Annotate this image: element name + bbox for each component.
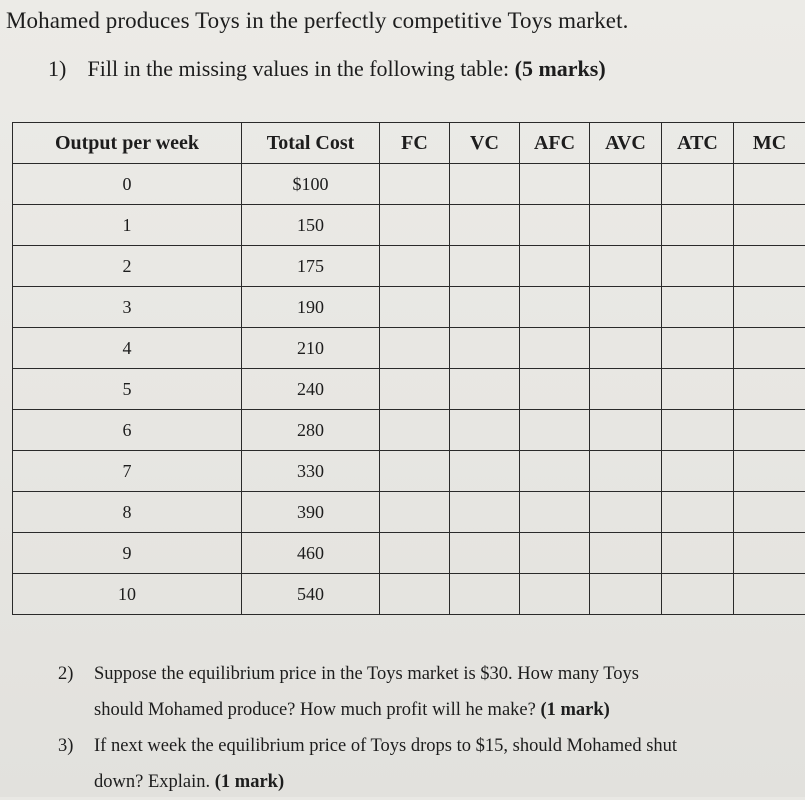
vc-blank-cell[interactable]: [450, 533, 520, 574]
total-cost-cell: 540: [242, 574, 380, 615]
question-1-text: Fill in the missing values in the following table:: [88, 56, 510, 81]
total-cost-cell: 390: [242, 492, 380, 533]
header-total-cost: Total Cost: [242, 123, 380, 164]
header-output-per-week: Output per week: [13, 123, 242, 164]
atc-blank-cell[interactable]: [662, 205, 734, 246]
total-cost-cell: $100: [242, 164, 380, 205]
question-3-line-1: [58, 728, 788, 764]
table-row: [13, 287, 805, 328]
output-cell: 8: [13, 492, 242, 533]
total-cost-cell: 460: [242, 533, 380, 574]
output-cell: 1: [13, 205, 242, 246]
question-2-text-line-2: should Mohamed produce? How much profit will he make?: [94, 700, 536, 720]
mc-blank-cell[interactable]: [734, 328, 805, 369]
mc-blank-cell[interactable]: [734, 574, 805, 615]
fc-blank-cell[interactable]: [380, 328, 450, 369]
afc-blank-cell[interactable]: [520, 205, 590, 246]
mc-blank-cell[interactable]: [734, 287, 805, 328]
fc-blank-cell[interactable]: [380, 164, 450, 205]
atc-blank-cell[interactable]: [662, 246, 734, 287]
avc-blank-cell[interactable]: [590, 574, 662, 615]
question-2-line-2: [58, 692, 788, 728]
vc-blank-cell[interactable]: [450, 574, 520, 615]
vc-blank-cell[interactable]: [450, 451, 520, 492]
total-cost-cell: 240: [242, 369, 380, 410]
atc-blank-cell[interactable]: [662, 533, 734, 574]
cost-table: [12, 122, 805, 615]
table-row: [13, 328, 805, 369]
fc-blank-cell[interactable]: [380, 369, 450, 410]
vc-blank-cell[interactable]: [450, 492, 520, 533]
question-2: [58, 656, 788, 728]
mc-blank-cell[interactable]: [734, 451, 805, 492]
header-fc: FC: [380, 123, 450, 164]
fc-blank-cell[interactable]: [380, 287, 450, 328]
output-cell: 2: [13, 246, 242, 287]
question-3-marks: (1 mark): [215, 772, 284, 792]
atc-blank-cell[interactable]: [662, 164, 734, 205]
atc-blank-cell[interactable]: [662, 574, 734, 615]
afc-blank-cell[interactable]: [520, 533, 590, 574]
avc-blank-cell[interactable]: [590, 328, 662, 369]
avc-blank-cell[interactable]: [590, 533, 662, 574]
table-row: [13, 369, 805, 410]
total-cost-cell: 150: [242, 205, 380, 246]
afc-blank-cell[interactable]: [520, 246, 590, 287]
header-vc: VC: [450, 123, 520, 164]
output-cell: 0: [13, 164, 242, 205]
vc-blank-cell[interactable]: [450, 287, 520, 328]
fc-blank-cell[interactable]: [380, 246, 450, 287]
atc-blank-cell[interactable]: [662, 328, 734, 369]
output-cell: 6: [13, 410, 242, 451]
vc-blank-cell[interactable]: [450, 328, 520, 369]
vc-blank-cell[interactable]: [450, 246, 520, 287]
header-avc: AVC: [590, 123, 662, 164]
total-cost-cell: 330: [242, 451, 380, 492]
table-row: [13, 492, 805, 533]
output-cell: 7: [13, 451, 242, 492]
question-3-text-line-1: If next week the equilibrium price of Toys drops to $15, should Mohamed shut: [94, 728, 677, 764]
header-mc: MC: [734, 123, 805, 164]
table-row: [13, 205, 805, 246]
afc-blank-cell[interactable]: [520, 451, 590, 492]
fc-blank-cell[interactable]: [380, 492, 450, 533]
question-1-number: 1): [48, 56, 82, 82]
question-1-marks: (5 marks): [515, 56, 606, 81]
question-3-line-2: [58, 764, 788, 800]
header-afc: AFC: [520, 123, 590, 164]
question-2-marks: (1 mark): [540, 700, 609, 720]
table-row: [13, 410, 805, 451]
table-row: [13, 451, 805, 492]
atc-blank-cell[interactable]: [662, 287, 734, 328]
header-atc: ATC: [662, 123, 734, 164]
output-cell: 9: [13, 533, 242, 574]
question-2-text-line-1: Suppose the equilibrium price in the Toys market is $30. How many Toys: [94, 656, 639, 692]
output-cell: 3: [13, 287, 242, 328]
question-3-text-line-2: down? Explain.: [94, 772, 210, 792]
avc-blank-cell[interactable]: [590, 287, 662, 328]
total-cost-cell: 190: [242, 287, 380, 328]
mc-blank-cell[interactable]: [734, 164, 805, 205]
output-cell: 5: [13, 369, 242, 410]
avc-blank-cell[interactable]: [590, 369, 662, 410]
avc-blank-cell[interactable]: [590, 492, 662, 533]
table-header-row: [13, 123, 805, 164]
afc-blank-cell[interactable]: [520, 328, 590, 369]
question-3: [58, 728, 788, 800]
mc-blank-cell[interactable]: [734, 205, 805, 246]
afc-blank-cell[interactable]: [520, 164, 590, 205]
mc-blank-cell[interactable]: [734, 533, 805, 574]
mc-blank-cell[interactable]: [734, 369, 805, 410]
afc-blank-cell[interactable]: [520, 492, 590, 533]
atc-blank-cell[interactable]: [662, 369, 734, 410]
output-cell: 4: [13, 328, 242, 369]
afc-blank-cell[interactable]: [520, 410, 590, 451]
afc-blank-cell[interactable]: [520, 369, 590, 410]
vc-blank-cell[interactable]: [450, 410, 520, 451]
avc-blank-cell[interactable]: [590, 164, 662, 205]
total-cost-cell: 280: [242, 410, 380, 451]
vc-blank-cell[interactable]: [450, 205, 520, 246]
avc-blank-cell[interactable]: [590, 451, 662, 492]
table-row: [13, 164, 805, 205]
atc-blank-cell[interactable]: [662, 451, 734, 492]
vc-blank-cell[interactable]: [450, 369, 520, 410]
total-cost-cell: 210: [242, 328, 380, 369]
table-row: [13, 533, 805, 574]
fc-blank-cell[interactable]: [380, 451, 450, 492]
table-row: [13, 574, 805, 615]
fc-blank-cell[interactable]: [380, 574, 450, 615]
fc-blank-cell[interactable]: [380, 410, 450, 451]
question-3-number: 3): [58, 728, 94, 764]
output-cell: 10: [13, 574, 242, 615]
avc-blank-cell[interactable]: [590, 246, 662, 287]
mc-blank-cell[interactable]: [734, 492, 805, 533]
afc-blank-cell[interactable]: [520, 287, 590, 328]
total-cost-cell: 175: [242, 246, 380, 287]
atc-blank-cell[interactable]: [662, 410, 734, 451]
atc-blank-cell[interactable]: [662, 492, 734, 533]
mc-blank-cell[interactable]: [734, 410, 805, 451]
table-body: [13, 164, 805, 615]
afc-blank-cell[interactable]: [520, 574, 590, 615]
question-1: [48, 56, 606, 82]
avc-blank-cell[interactable]: [590, 410, 662, 451]
vc-blank-cell[interactable]: [450, 164, 520, 205]
question-2-number: 2): [58, 656, 94, 692]
table-row: [13, 246, 805, 287]
fc-blank-cell[interactable]: [380, 205, 450, 246]
question-2-line-1: [58, 656, 788, 692]
mc-blank-cell[interactable]: [734, 246, 805, 287]
worksheet-heading: Mohamed produces Toys in the perfectly competitive Toys market.: [6, 8, 628, 34]
fc-blank-cell[interactable]: [380, 533, 450, 574]
avc-blank-cell[interactable]: [590, 205, 662, 246]
